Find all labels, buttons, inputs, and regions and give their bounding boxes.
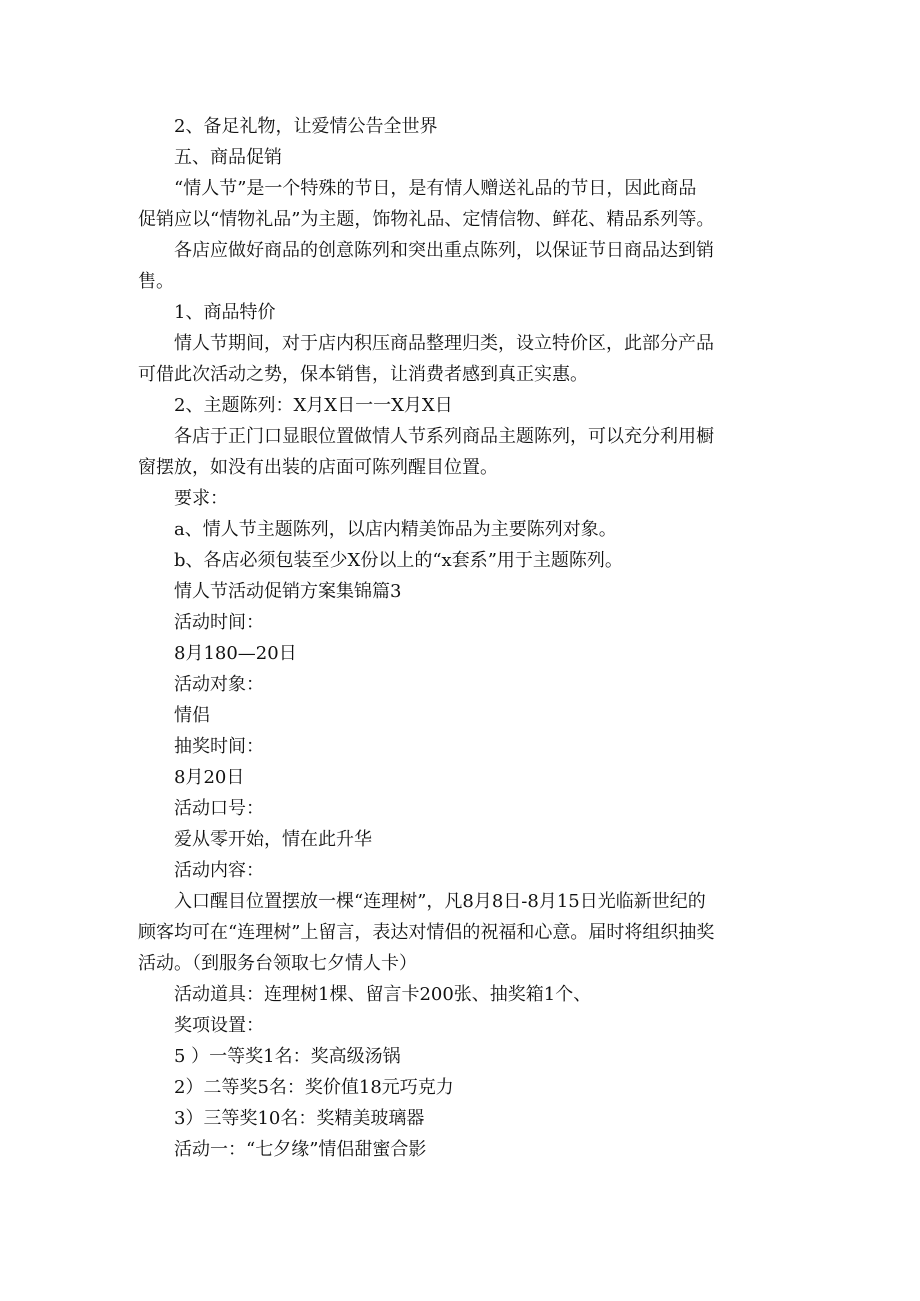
list-item: 3）三等奖10名：奖精美玻璃器 [174,1108,425,1129]
text-line: 各店应做好商品的创意陈列和突出重点陈列，以保证节日商品达到销 [174,240,714,261]
text-line: a、情人节主题陈列，以店内精美饰品为主要陈列对象。 [174,519,617,540]
field-label: 活动内容： [174,860,264,881]
field-value: 情侣 [174,705,210,726]
field-value: 8月20日 [174,767,245,788]
field-value: 爱从零开始，情在此升华 [174,829,372,850]
field-label: 奖项设置： [174,1015,264,1036]
text-line: “情人节”是一个特殊的节日，是有情人赠送礼品的节日，因此商品 [174,178,697,199]
list-item: 2）二等奖5名：奖价值18元巧克力 [174,1077,454,1098]
field-label: 活动对象： [174,674,264,695]
text-line: 促销应以“情物礼品”为主题，饰物礼品、定情信物、鲜花、精品系列等。 [138,209,715,230]
field-label: 活动口号： [174,798,264,819]
text-line: 顾客均可在“连理树”上留言，表达对情侣的祝福和心意。届时将组织抽奖 [138,922,715,943]
text-line: 入口醒目位置摆放一棵“连理树”，凡8月8日-8月15日光临新世纪的 [174,891,706,912]
text-line: 售。 [138,271,174,292]
field-label: 抽奖时间： [174,736,264,757]
field-value: 8月180—20日 [174,643,297,664]
document-body [138,111,784,1165]
text-line: 2、备足礼物，让爱情公告全世界 [174,116,438,137]
text-line: b、各店必须包装至少X份以上的“x套系”用于主题陈列。 [174,550,623,571]
subheading: 1、商品特价 [174,302,276,323]
subheading: 2、主题陈列：X月X日一一X月X日 [174,395,453,416]
list-item: 5 ）一等奖1名：奖高级汤锅 [174,1046,401,1067]
article-title: 情人节活动促销方案集锦篇3 [174,581,402,602]
field-label: 活动时间： [174,612,264,633]
text-line: 活动道具：连理树1棵、留言卡200张、抽奖箱1个、 [174,984,592,1005]
text-line: 窗摆放，如没有出装的店面可陈列醒目位置。 [138,457,498,478]
section-heading: 五、商品促销 [174,147,282,168]
text-line: 活动。（到服务台领取七夕情人卡） [138,953,417,974]
text-line: 活动一：“七夕缘”情侣甜蜜合影 [174,1139,427,1160]
text-line: 可借此次活动之势，保本销售，让消费者感到真正实惠。 [138,364,588,385]
text-line: 情人节期间，对于店内积压商品整理归类，设立特价区，此部分产品 [174,333,714,354]
text-line: 各店于正门口显眼位置做情人节系列商品主题陈列，可以充分利用橱 [174,426,714,447]
text-line: 要求： [174,488,228,509]
